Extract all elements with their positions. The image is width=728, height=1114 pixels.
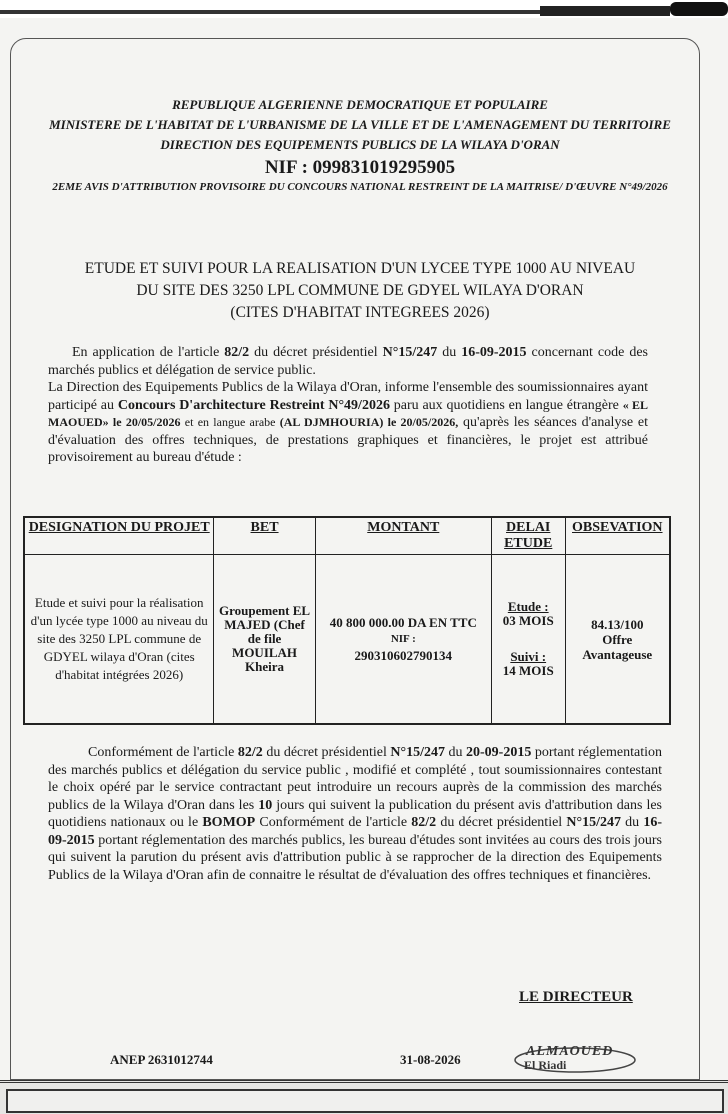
- p2-text: du: [444, 745, 467, 760]
- p2-text: Conformément de l'article: [255, 815, 412, 830]
- p2-text: Conformément de l'article: [88, 745, 238, 760]
- publication-date: 31-08-2026: [400, 1052, 461, 1067]
- p1-text: concernant code des marchés publics et délégation de service public.: [48, 345, 648, 378]
- montant-value: 40 800 000.00 DA EN TTC: [329, 615, 477, 630]
- th-observation: OBSEVATION: [565, 517, 670, 555]
- newspaper-logo: [670, 2, 728, 16]
- header-republic: REPUBLIQUE ALGERIENNE DEMOCRATIQUE ET POPULAIRE: [172, 97, 548, 112]
- header-direction: DIRECTION DES EQUIPEMENTS PUBLICS DE LA WILAYA D'ORAN: [160, 137, 560, 152]
- table-header-row: [24, 517, 670, 555]
- p2-bold: BOMOP: [202, 815, 256, 830]
- p2-text: portant réglementation des marchés publics et délégation du service public , modifié et complété , tout soumissionnaires contestant le choix opéré par le service contractant peut introduire un recours auprès de la commission des marchés publics de la Wilaya d'Oran dans les: [48, 745, 662, 813]
- p2-bold: N°15/247: [390, 745, 445, 760]
- cell-designation: Etude et suivi pour la réalisation d'un lycée type 1000 au niveau du site des 3250 LPL commune de GDYEL wilaya d'Oran (cites d'habitat intégrées 2026): [24, 555, 214, 725]
- p1-text: et en langue arabe: [180, 415, 280, 429]
- p1-bold: 82/2: [224, 345, 250, 360]
- notice-header: [20, 95, 700, 195]
- header-ministry: MINISTERE DE L'HABITAT DE L'URBANISME DE LA VILLE ET DE L'AMENAGEMENT DU TERRITOIRE: [49, 117, 671, 132]
- p1-text: du: [437, 345, 462, 360]
- anep-reference: ANEP 2631012744: [110, 1052, 213, 1067]
- header-nif: NIF : 099831019295905: [264, 157, 456, 178]
- bottom-border-inner: [6, 1089, 724, 1113]
- montant-nif-label: NIF :: [390, 633, 416, 645]
- p2-text: du décret présidentiel: [436, 815, 567, 830]
- delai-etude-label: Etude :: [507, 599, 549, 614]
- cell-montant: [315, 555, 491, 725]
- subject-line-2: DU SITE DES 3250 LPL COMMUNE DE GDYEL WILAYA D'ORAN: [136, 282, 584, 299]
- top-rule-dark: [540, 6, 670, 16]
- signature-director: LE DIRECTEUR: [519, 989, 633, 1005]
- p1-text: du décret présidentiel: [249, 345, 383, 360]
- table-row: [24, 555, 670, 725]
- p1-text: En application de l'article: [72, 345, 225, 360]
- p1-text: paru aux quotidiens en langue étrangère: [389, 397, 623, 413]
- p2-bold: N°15/247: [566, 815, 621, 830]
- top-header-bar: [0, 0, 728, 18]
- p2-bold: 82/2: [411, 815, 437, 830]
- p2-bold: 82/2: [237, 745, 263, 760]
- subject-line-1: ETUDE ET SUIVI POUR LA REALISATION D'UN LYCEE TYPE 1000 AU NIVEAU: [84, 260, 636, 277]
- obs-score: 84.13/100: [591, 616, 644, 632]
- th-bet: BET: [214, 517, 315, 555]
- p2-text: jours qui suivent la publication du présent avis d'attribution dans les quotidiens nationaux ou le: [48, 797, 662, 830]
- bottom-border-band: [0, 1080, 728, 1114]
- delai-suivi-value: 14 MOIS: [502, 663, 554, 678]
- award-table: [23, 516, 671, 725]
- p1-bold: 16-09-2015: [461, 345, 527, 360]
- p1-text: La Direction des Equipements Publics de la Wilaya d'Oran, informe l'ensemble des soumissionnaires ayant participé au: [48, 380, 648, 413]
- p1-bold: « EL MAOUED» le 20/05/2026: [48, 397, 649, 429]
- montant-nif-value: 290310602790134: [354, 648, 453, 663]
- p2-bold: 16-09-2015: [48, 815, 662, 848]
- delai-suivi-label: Suivi :: [510, 649, 547, 664]
- p2-bold: 10: [258, 797, 273, 813]
- stamp-line-1: ALMAOUED: [526, 1044, 614, 1059]
- cell-observation: [565, 555, 670, 725]
- p1-bold: N°15/247: [382, 345, 438, 360]
- recourse-paragraph: [48, 744, 662, 884]
- subject-line-3: (CITES D'HABITAT INTEGREES 2026): [230, 304, 490, 321]
- intro-paragraph: [48, 344, 648, 467]
- stamp-line-2: El Riadi: [524, 1058, 567, 1072]
- p1-bold: (AL DJMHOURIA) le 20/05/2026,: [279, 415, 459, 429]
- notice-subject: [30, 258, 690, 324]
- newspaper-stamp-logo: [510, 1044, 640, 1074]
- th-delai: DELAI ETUDE: [491, 517, 565, 555]
- p1-bold: Concours D'architecture Restreint N°49/2026: [117, 397, 390, 413]
- th-designation: DESIGNATION DU PROJET: [24, 517, 214, 555]
- header-avis: 2EME AVIS D'ATTRIBUTION PROVISOIRE DU CONCOURS NATIONAL RESTREINT DE LA MAITRISE/ D'ŒUVRE N°49/2026: [52, 181, 668, 193]
- p2-text: du décret présidentiel: [262, 745, 391, 760]
- obs-text: Offre Avantageuse: [582, 631, 653, 662]
- top-rule: [0, 10, 540, 14]
- p1-text: qu'après les séances d'analyse et d'évaluation des offres techniques, de prestations graphiques et financières, le projet est attribué provisoirement au bureau d'étude :: [48, 415, 648, 465]
- delai-etude-value: 03 MOIS: [502, 613, 554, 628]
- p2-text: du: [620, 815, 644, 830]
- notice-footer: [10, 1040, 698, 1080]
- cell-delai: [491, 555, 565, 725]
- th-montant: MONTANT: [315, 517, 491, 555]
- p2-bold: 20-09-2015: [466, 745, 532, 760]
- cell-bet: Groupement EL MAJED (Chef de file MOUILAH Kheira: [214, 555, 315, 725]
- p2-text: portant réglementation des marchés publics, les bureau d'études sont invitées au cours des trois jours qui suivent la parution du présent avis d'attribution public à se rapprocher de la direction des Equipements Publics de la Wilaya d'Oran afin de connaitre le résultat de d'évaluation des offres techniques et financières.: [48, 832, 662, 883]
